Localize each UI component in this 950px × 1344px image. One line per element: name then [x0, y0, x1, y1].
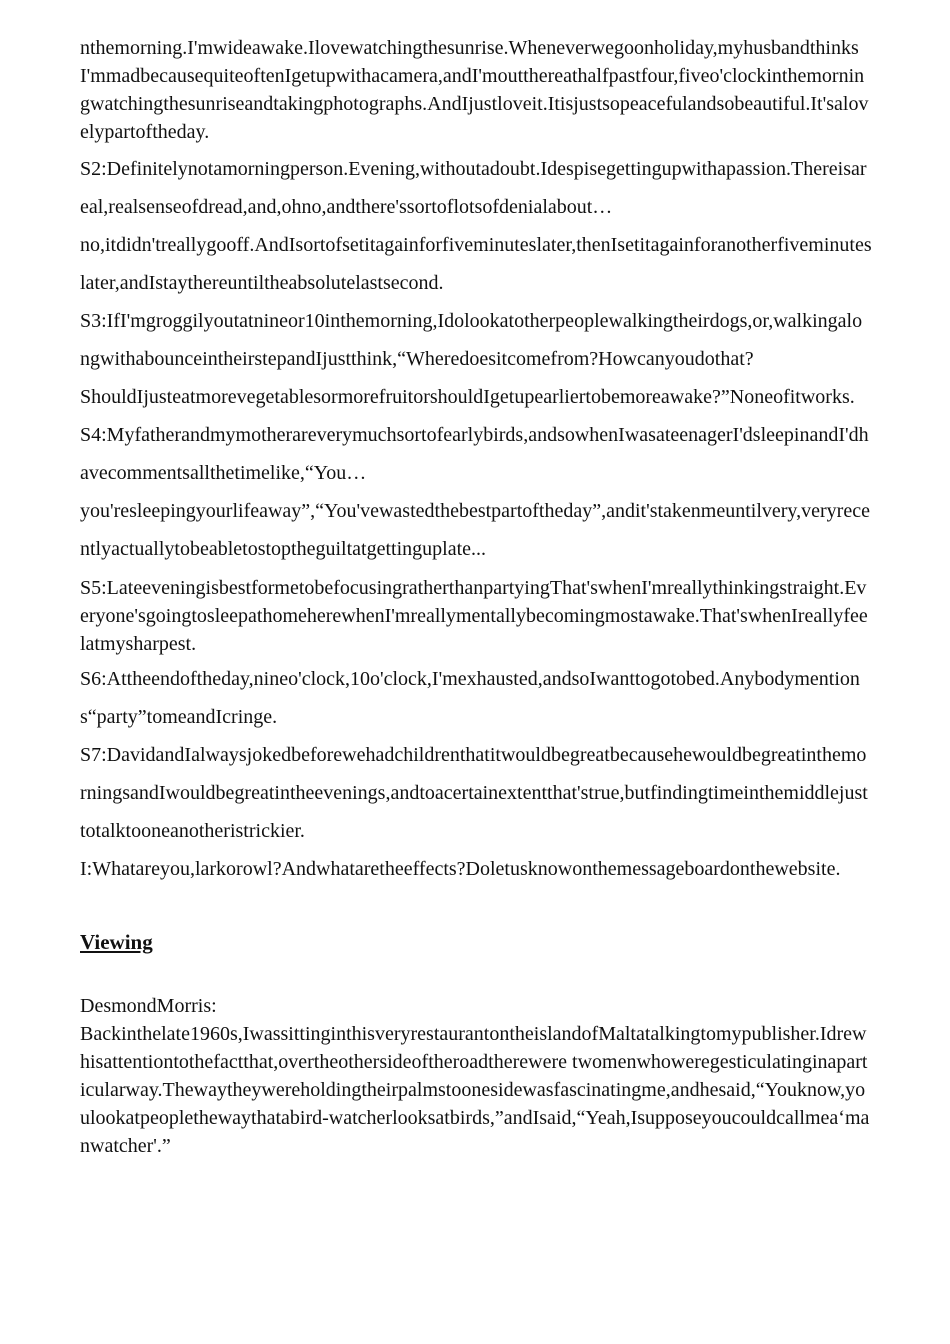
document-page: [80, 34, 872, 1160]
paragraph-intro: nthemorning.I'mwideawake.Ilovewatchingthesunrise.Wheneverwegoonholiday,myhusbandthinksI'mmadbecausequiteoftenIgetupwithacamera,andI'moutthereathalfpastfour,fiveo'clockinthemorningwatchingthesunriseandtakingphotographs.AndIjustloveit.Itisjustsopeacefulandsobeautiful.It'salovelypartoftheday.: [80, 37, 869, 143]
paragraph-speaker-2-continued: no,itdidn'treallygooff.AndIsortofsetitagainforfiveminuteslater,thenIsetitagainforanotherfiveminuteslater,andIstaythereuntiltheabsolutelastsecond.: [80, 234, 872, 294]
paragraph-desmond-morris: Backinthelate1960s,IwassittinginthisveryrestaurantontheislandofMaltatalkingtomypublisher.Idrewhisattentiontothefactthat,overtheothersideoftheroadtherewere twomenwhoweregesticulatinginaparticularway.Thewaytheywereholdingtheirpalmstoonesidewasfascinatingme,andhesaid,“Youknow,youlookatpeoplethewaythatabird-watcherlooksatbirds,”andIsaid,“Yeah,Isupposeyoucouldcallmea‘manwatcher'.”: [80, 1023, 870, 1157]
paragraph-speaker-2: S2:Definitelynotamorningperson.Evening,withoutadoubt.Idespisegettingupwithapassion.Thereisareal,realsenseofdread,and,ohno,andthere'ssortoflotsofdenialabout…: [80, 158, 867, 218]
speaker-label: DesmondMorris:: [80, 995, 217, 1017]
paragraph-speaker-7: S7:DavidandIalwaysjokedbeforewehadchildrenthatitwouldbegreatbecausehewouldbegreatinthemorningsandIwouldbegreatintheevenings,andtoacertainextentthat'strue,butfindingtimeinthemiddlejusttotalktooneanotheristrickier.: [80, 744, 868, 842]
paragraph-speaker-4: S4:Myfatherandmymotherareverymuchsortofearlybirds,andsowhenIwasateenagerI'dsleepinandI'dhavecommentsallthetimelike,“You…: [80, 424, 869, 484]
paragraph-speaker-3: S3:IfI'mgroggilyoutatnineor10inthemorning,Idolookatotherpeoplewalkingtheirdogs,or,walkingalongwithabounceintheirstepandIjustthink,“Wheredoesitcomefrom?Howcanyoudothat?: [80, 310, 863, 370]
section-heading: Viewing: [80, 930, 153, 954]
paragraph-interviewer: I:Whatareyou,larkorowl?Andwhataretheeffects?Doletusknowonthemessageboardonthewebsite.: [80, 858, 841, 880]
paragraph-speaker-3-continued: ShouldIjusteatmorevegetablesormorefruitorshouldIgetupearliertobemoreawake?”Noneofitworks.: [80, 386, 855, 408]
paragraph-speaker-4-continued: you'resleepingyourlifeaway”,“You'vewastedthebestpartoftheday”,andit'stakenmeuntilvery,veryrecentlyactuallytobeabletostoptheguiltatgettinguplate...: [80, 500, 870, 560]
paragraph-speaker-5: S5:LateeveningisbestformetobefocusingratherthanpartyingThat'swhenI'mreallythinkingstraight.Everyone'sgoingtosleepathomeherewhenI'mreallymentallybecomingmostawake.That'swhenIreallyfeelatmysharpest.: [80, 577, 868, 655]
paragraph-speaker-6: S6:Attheendoftheday,nineo'clock,10o'clock,I'mexhausted,andsoIwanttogotobed.Anybodymentions“party”tomeandIcringe.: [80, 668, 860, 728]
